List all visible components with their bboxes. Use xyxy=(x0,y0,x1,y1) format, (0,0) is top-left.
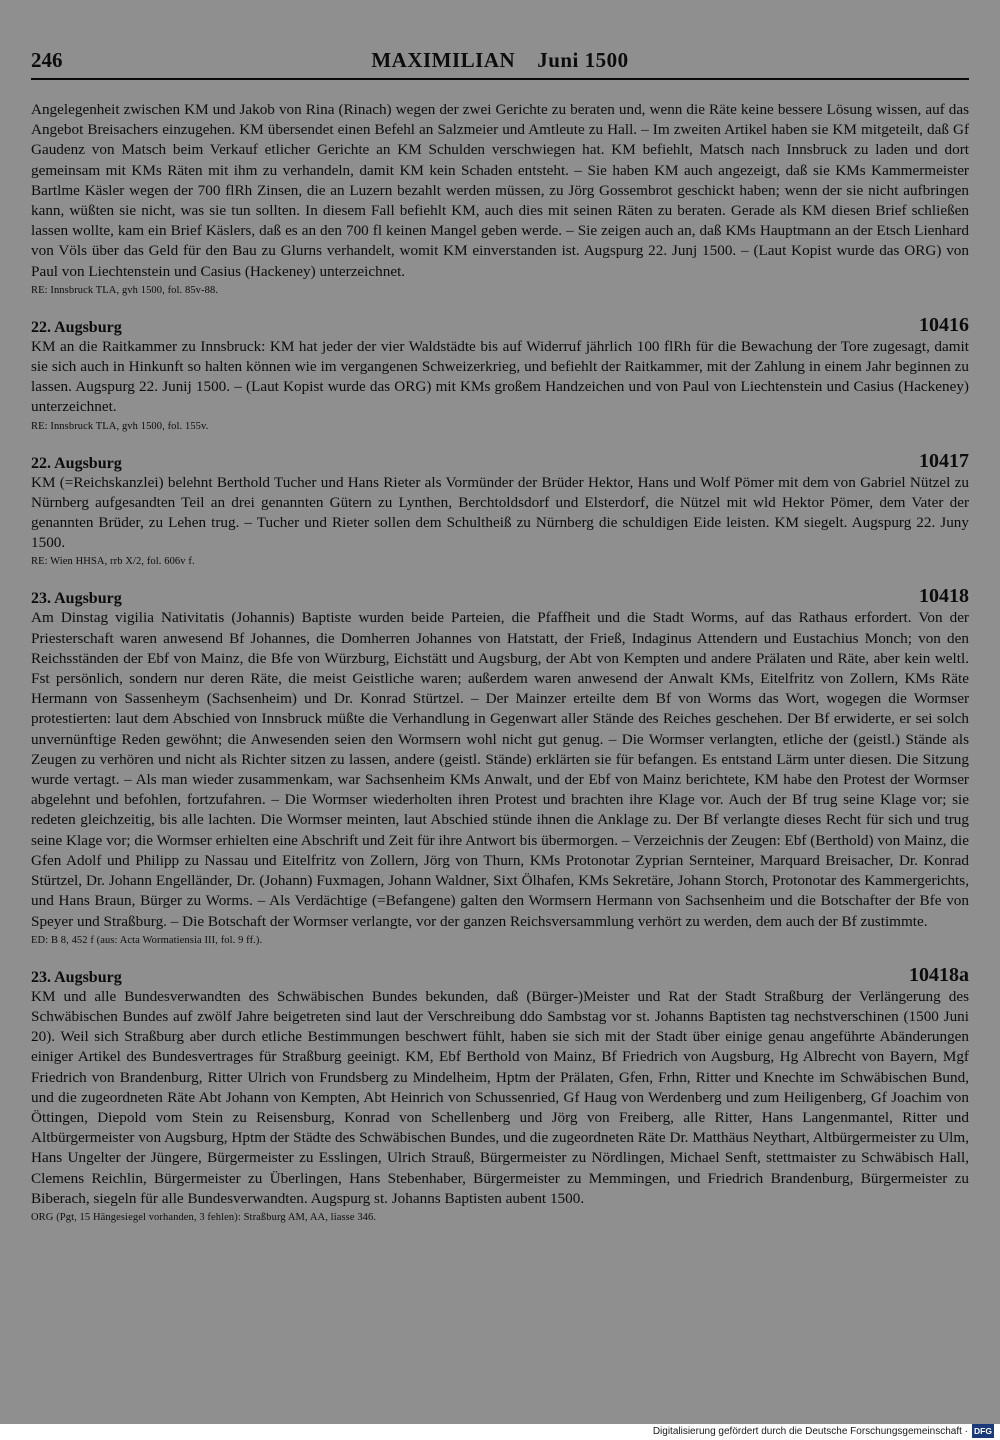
entry-number: 10418 xyxy=(919,585,969,608)
entry-text: Angelegenheit zwischen KM und Jakob von Rina (Rinach) wegen der zwei Gerichte zu beraten und, wenn die Räte keine bessere Lösung wissen, auf das Angebot Breisachers einzugehen. KM übersendet einen Befehl an Salzmeier und Amtleute zu Hall. – Im zweiten Artikel haben sie KM mitgeteilt, daß Gf Gaudenz von Matsch beim Verkauf etlicher Gerichte an KM Schulden verschwiegen hat. KM befiehlt, Matsch nach Innsbruck zu laden und dort gemeinsam mit KMs Räten mit ihm zu verhandeln, damit KM kein Schaden entsteht. – Sie haben KM auch angezeigt, daß sie KMs Kammermeister Bartlme Käsler wegen der 700 flRh Zinsen, die an Luzern bezahlt werden müssen, zu Jörg Gossembrot geschickt haben; wenn der sie nicht aufbringen kann, wüßten sie nicht, was sie tun sollten. In diesem Fall befiehlt KM, auch dies mit seinen Räten zu beraten. Gerade als KM diesen Brief schließen lassen wollte, kam ein Brief Käslers, daß es an den 700 fl keinen Mangel geben werde. – Sie zeigen auch an, daß KMs Hauptmann an der Etsch Lienhard von Völs über das Geld für den Bau zu Glurns verhandelt, womit KM einverstanden ist. Augspurg 22. Junj 1500. – (Laut Kopist wurde das ORG) von Paul von Liechtenstein und Casius (Hackeney) unterzeichnet. xyxy=(31,101,969,280)
page-content xyxy=(31,100,969,1225)
entry-source: RE: Wien HHSA, rrb X/2, fol. 606v f. xyxy=(31,556,195,568)
entry-text: KM und alle Bundesverwandten des Schwäbischen Bundes bekunden, daß (Bürger-)Meister und Rat der Stadt Straßburg der Verlängerung des Schwäbischen Bundes auf zwölf Jahre beigetreten sind laut der Verschreibung ddo Sambstag vor st. Johanns Baptisten tag nechstverschinen (1500 Juni 20). Weil sich Straßburg aber durch etliche Bestimmungen beschwert fühlt, haben sie sich mit der Stadt über einige genau angeführte Abänderungen einiger Artikel des Bundesvertrages für Straßburg geeinigt. KM, Ebf Berthold von Mainz, Bf Friedrich von Augsburg, Hg Albrecht von Bayern, Mgf Friedrich von Brandenburg, Ritter Ulrich von Frundsberg zu Mindelheim, Hptm der Prälaten, Gfen, Frhn, Ritter und Knechte im Schwäbischen Bund, und die zugeordneten Räte Abt Johann von Kempten, Abt Heinrich von Schussenried, Gf Haug von Werdenberg und zum Heiligenberg, Gf Joachim von Öttingen, Diepold vom Stein zu Reisensburg, Konrad von Schellenberg und Jörg von Freiberg, alle Ritter, Hans Langenmantel, Ritter und Altbürgermeister von Augsburg, Hptm der Städte des Schwäbischen Bundes, und die zugeordneten Räte Dr. Matthäus Neythart, Altbürgermeister zu Ulm, Hans Ungelter der Jüngere, Bürgermeister zu Esslingen, Ulrich Strauß, Bürgermeister zu Nördlingen, Michael Senft, stettmaister zu Schwäbisch Hall, Clemens Reichlin, Bürgermeister zu Überlingen, Hans Stebenhaber, Bürgermeister zu Memmingen, und Friedrich Brandenburg, Bürgermeister zu Biberach, siegeln für alle Bundesverwandten. Augspurg st. Johanns Baptisten aubent 1500. xyxy=(31,987,969,1207)
running-title-date: Juni 1500 xyxy=(537,48,629,72)
running-title xyxy=(31,48,969,73)
entry-date-place: 23. Augsburg xyxy=(31,968,122,986)
regest-entry-10417 xyxy=(31,449,969,570)
entry-heading xyxy=(31,313,969,337)
entry-text: KM (=Reichskanzlei) belehnt Berthold Tucher und Hans Rieter als Vormünder der Brüder Hektor, Hans und Wolf Pömer mit dem von Gabriel Nützel zu Nürnberg aufgesandten Teil an drei genannten Gütern zu Lynthen, Berchtoldsdorf und Elsterdorf, die Nützel mit wld Hektor Pömer, dem Vater der genannten Brüder, zu Lehen trug. – Tucher und Rieter sollen dem Schultheiß zu Nürnberg die schuldigen Eide leisten. KM siegelt. Augspurg 22. Juny 1500. xyxy=(31,473,969,552)
funding-credit: Digitalisierung gefördert durch die Deutsche Forschungsgemeinschaft · xyxy=(652,1425,968,1437)
entry-source: ED: B 8, 452 f (aus: Acta Wormatiensia III, fol. 9 ff.). xyxy=(31,934,263,946)
continued-entry xyxy=(31,100,969,298)
entry-date-place: 22. Augsburg xyxy=(31,454,122,472)
entry-heading xyxy=(31,449,969,473)
entry-number: 10416 xyxy=(919,313,969,336)
funding-footer xyxy=(653,1423,994,1439)
entry-source: ORG (Pgt, 15 Hängesiegel vorhanden, 3 fehlen): Straßburg AM, AA, liasse 346. xyxy=(31,1211,377,1223)
entry-text: Am Dinstag vigilia Nativitatis (Johannis) Baptiste wurden beide Parteien, die Pfaffheit und die Stadt Worms, auf das Rathaus erfordert. Von der Priesterschaft waren anwesend Bf Johannes, die Domherren Johannes von Hatstatt, der Frieß, Indaginus Attendern und Eustachius Monch; von den Reichsständen der Ebf von Mainz, die Bfe von Würzburg, Eichstätt und Augsburg, der Abt von Kempten und andere Prälaten und Räte, aber kein weltl. Fst persönlich, sondern nur deren Räte, die meist Geistliche waren; außerdem waren anwesend der Anwalt KMs, Eitelfritz von Zollern, KMs Räte Hermann von Sassenheym (Sachsenheim) und Dr. Konrad Stürtzel. – Der Mainzer erteilte dem Bf von Worms das Wort, wogegen die Wormser protestierten: laut dem Abschied von Innsbruck müßte die Verhandlung in Gegenwart aller Stände des Reiches geschehen. Der Bf erwiderte, er sei solch unvernünftige Reden gewöhnt; die Anwesenden seien den Wormsern wohl nicht gut genug. – Die Wormser verlangten, etliche der (geistl.) Stände als Zeugen zu verhören und nicht als Richter sitzen zu lassen, andere (geistl. Stände) erklärten sie für befangen. Es entstand Lärm unter diesen. Die Sitzung wurde vertagt. – Als man wieder zusammenkam, war Sachsenheim KMs Anwalt, und der Ebf von Mainz berichtete, KM habe den Protest der Wormser abgelehnt und befohlen, fortzufahren. – Die Wormser wiederholten ihren Protest und brachten ihre Klage vor. Auch der Bf trug seine Klage vor; sie redeten gleichzeitig, bis alle lachten. Die Wormser meinten, laut Abschied stünde ihnen die Anklage zu. Der Bf verlangte dieses Recht für sich und trug seine Klage vor; die Wormser erhielten eine Abschrift und Zeit für ihre Antwort bis übermorgen. – Verzeichnis der Zeugen: Ebf (Berthold) von Mainz, die Gfen Adolf und Philipp zu Nassau und Eitelfritz von Zollern, Jörg von Thurn, KMs Protonotar Zyprian Sernteiner, Marquard Breisacher, Dr. Konrad Stürtzel, Dr. Johann Engelländer, Dr. (Johann) Fuxmagen, Johann Waldner, Sixt Ölhafen, KMs Sekretäre, Johann Storch, Protonotar des Kammergerichts, und Hans Braun, Bürger zu Worms. – Als Verdächtige (=Befangene) galten den Wormsern Hermann von Sachsenheim und die Botschafter der Bfe von Speyer und Straßburg. – Die Botschaft der Wormser verlangte, vor der ganzen Reichsversammlung verhört zu werden, dem auch der Bf zustimmte. xyxy=(31,609,969,930)
regest-entry-10418a xyxy=(31,963,969,1225)
entry-date-place: 23. Augsburg xyxy=(31,590,122,608)
running-header xyxy=(31,44,969,80)
entry-number: 10417 xyxy=(919,449,969,472)
regest-entry-10416 xyxy=(31,313,969,434)
entry-date-place: 22. Augsburg xyxy=(31,318,122,336)
entry-text: KM an die Raitkammer zu Innsbruck: KM hat jeder der vier Waldstädte bis auf Widerruf jährlich 100 flRh für die Bewachung der Tore zugesagt, damit sie sich auch in Hinkunft so halten können wie im vergangenen Schweizerkrieg, und befiehlt der Raitkammer, mit der Zahlung in einem Jahr beginnen zu lassen. Augspurg 22. Junij 1500. – (Laut Kopist wurde das ORG) mit KMs großem Handzeichen und von Paul von Liechtenstein und Casius (Hackeney) unterzeichnet. xyxy=(31,337,969,416)
entry-source: RE: Innsbruck TLA, gvh 1500, fol. 85v-88. xyxy=(31,284,219,296)
dfg-logo: DFG xyxy=(972,1424,994,1438)
page-number: 246 xyxy=(31,48,63,72)
entry-heading xyxy=(31,584,969,608)
entry-source: RE: Innsbruck TLA, gvh 1500, fol. 155v. xyxy=(31,420,209,432)
entry-heading xyxy=(31,963,969,987)
regest-entry-10418 xyxy=(31,584,969,947)
entry-number: 10418a xyxy=(909,963,969,986)
running-title-name: MAXIMILIAN xyxy=(371,48,516,72)
